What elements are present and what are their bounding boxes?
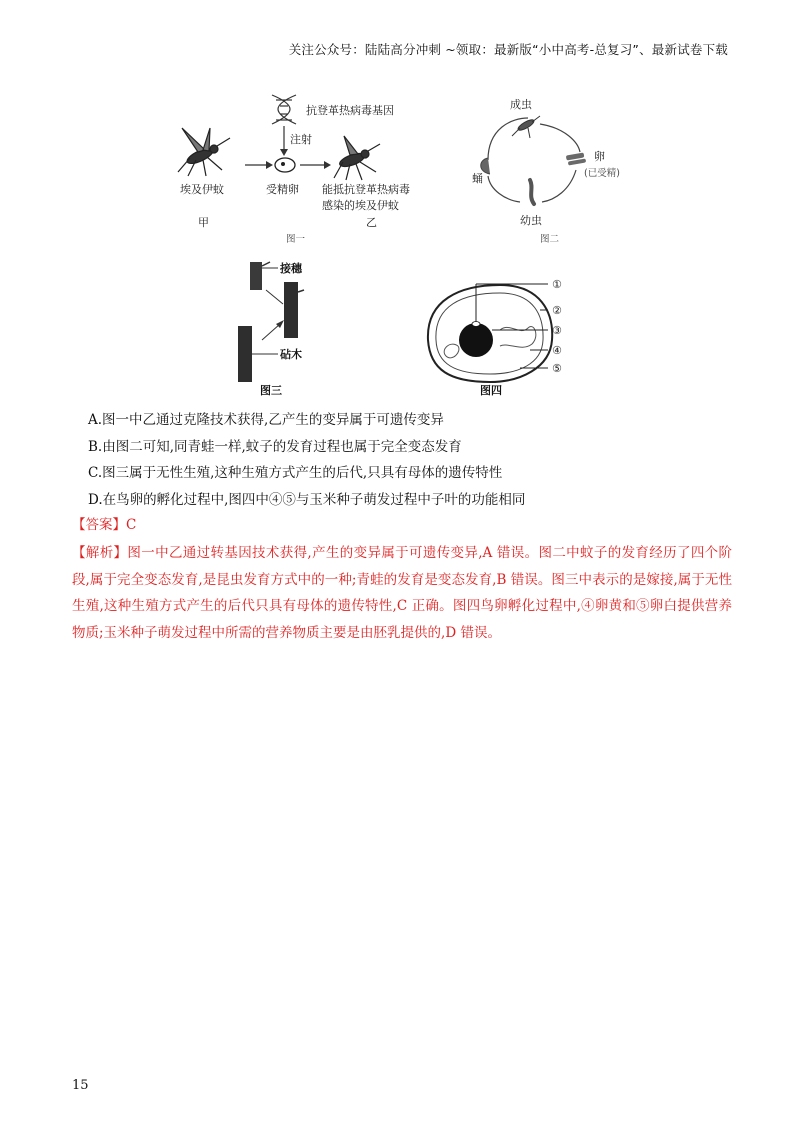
analysis-tag: 【解析】 [72,545,128,561]
fig1-inject-label: 注射 [290,133,312,146]
yolk [459,323,493,357]
option-a: A.图一中乙通过克隆技术获得,乙产生的变异属于可遗传变异 [88,412,444,428]
fig2-larva-label: 幼虫 [520,214,542,227]
scion-stem [250,262,262,290]
inject-arrowhead [280,149,288,156]
option-d: D.在鸟卵的孵化过程中,图四中④⑤与玉米种子萌发过程中子叶的功能相同 [88,491,526,508]
scion-bud [262,262,270,266]
fig3-caption: 图三 [260,384,282,397]
option-b: B.由图二可知,同青蛙一样,蚊子的发育过程也属于完全变态发育 [88,438,462,455]
fig4-caption: 图四 [480,384,502,397]
stock-lower [238,326,252,382]
stock-upper [284,282,298,338]
fig2-adult-label: 成虫 [510,98,532,111]
cycle-arc-4 [488,176,520,202]
fig2-pupa-label: 蛹 [472,172,483,185]
fig4-label-2: ② [552,304,562,317]
arrow-to-result-head [324,161,331,169]
stock-arrow [262,324,280,340]
option-c: C.图三属于无性生殖,这种生殖方式产生的后代,只具有母体的遗传特性 [88,465,503,481]
figures-area [0,0,800,400]
mosquito-icon [178,128,230,176]
arrow-to-egg-head [266,161,273,169]
egg-nucleus [281,162,285,166]
fig1-mosquito-label: 埃及伊蚊 [180,183,224,196]
fig4-label-3: ③ [552,324,562,337]
fig1-gene-label: 抗登革热病毒基因 [306,104,394,117]
eggs-icon [566,152,586,165]
fig1-egg-label: 受精卵 [266,183,299,196]
figure-3 [238,261,304,397]
fertilized-egg-icon [275,158,295,172]
page-header: 关注公众号：陆陆高分冲刺 ~领取：最新版“小中高考-总复习”、最新试卷下载 [288,42,728,57]
fig1-jia-label: 甲 [198,216,209,229]
cycle-arc-2 [540,124,580,152]
fig3-stock-label: 砧木 [280,348,302,361]
stock-bud [298,290,304,292]
fig4-label-4: ④ [552,344,562,357]
answer-options [88,407,748,513]
answer-line [72,513,136,533]
resistant-mosquito-icon [334,136,380,180]
figure-2 [472,97,620,245]
answer-value: C [126,517,137,533]
fig3-scion-label: 接穗 [280,262,302,275]
fig4-label-5: ⑤ [552,362,562,375]
fig4-label-1: ① [552,278,562,291]
larva-icon [530,180,534,204]
figure-1 [178,95,410,245]
germinal-disc [472,322,480,327]
fig2-egg-label: 卵 [594,150,605,163]
page-number: 15 [72,1078,89,1093]
fig2-egg-note: (已受精) [584,168,620,179]
figure-4 [428,278,562,397]
fig2-caption: 图二 [540,234,560,245]
scion-arrow [266,290,283,304]
answer-tag: 【答案】 [72,517,126,533]
analysis-block [72,540,732,646]
fig1-yi-label: 乙 [366,216,377,229]
dna-helix-icon [272,95,296,124]
analysis-text: 图一中乙通过转基因技术获得,产生的变异属于可遗传变异,A 错误。图二中蚊子的发育经历了四个阶段,属于完全变态发育,是昆虫发育方式中的一种;青蛙的发育是变态发育,B 错误。图三中表示的是嫁接,属于无性生殖,这种生殖方式产生的后代只具有母体的遗传特性,C 正确。图四鸟卵孵化过程中,④卵黄和⑤卵白提供营养物质;玉米种子萌发过程中所需的营养物质主要是由胚乳提供的,D 错误。 [72,545,733,641]
fig1-caption: 图一 [286,234,306,245]
cycle-arc-3 [542,170,576,202]
fig1-result-line2: 感染的埃及伊蚊 [322,199,399,212]
fig1-result-line1: 能抵抗登革热病毒 [322,183,410,196]
